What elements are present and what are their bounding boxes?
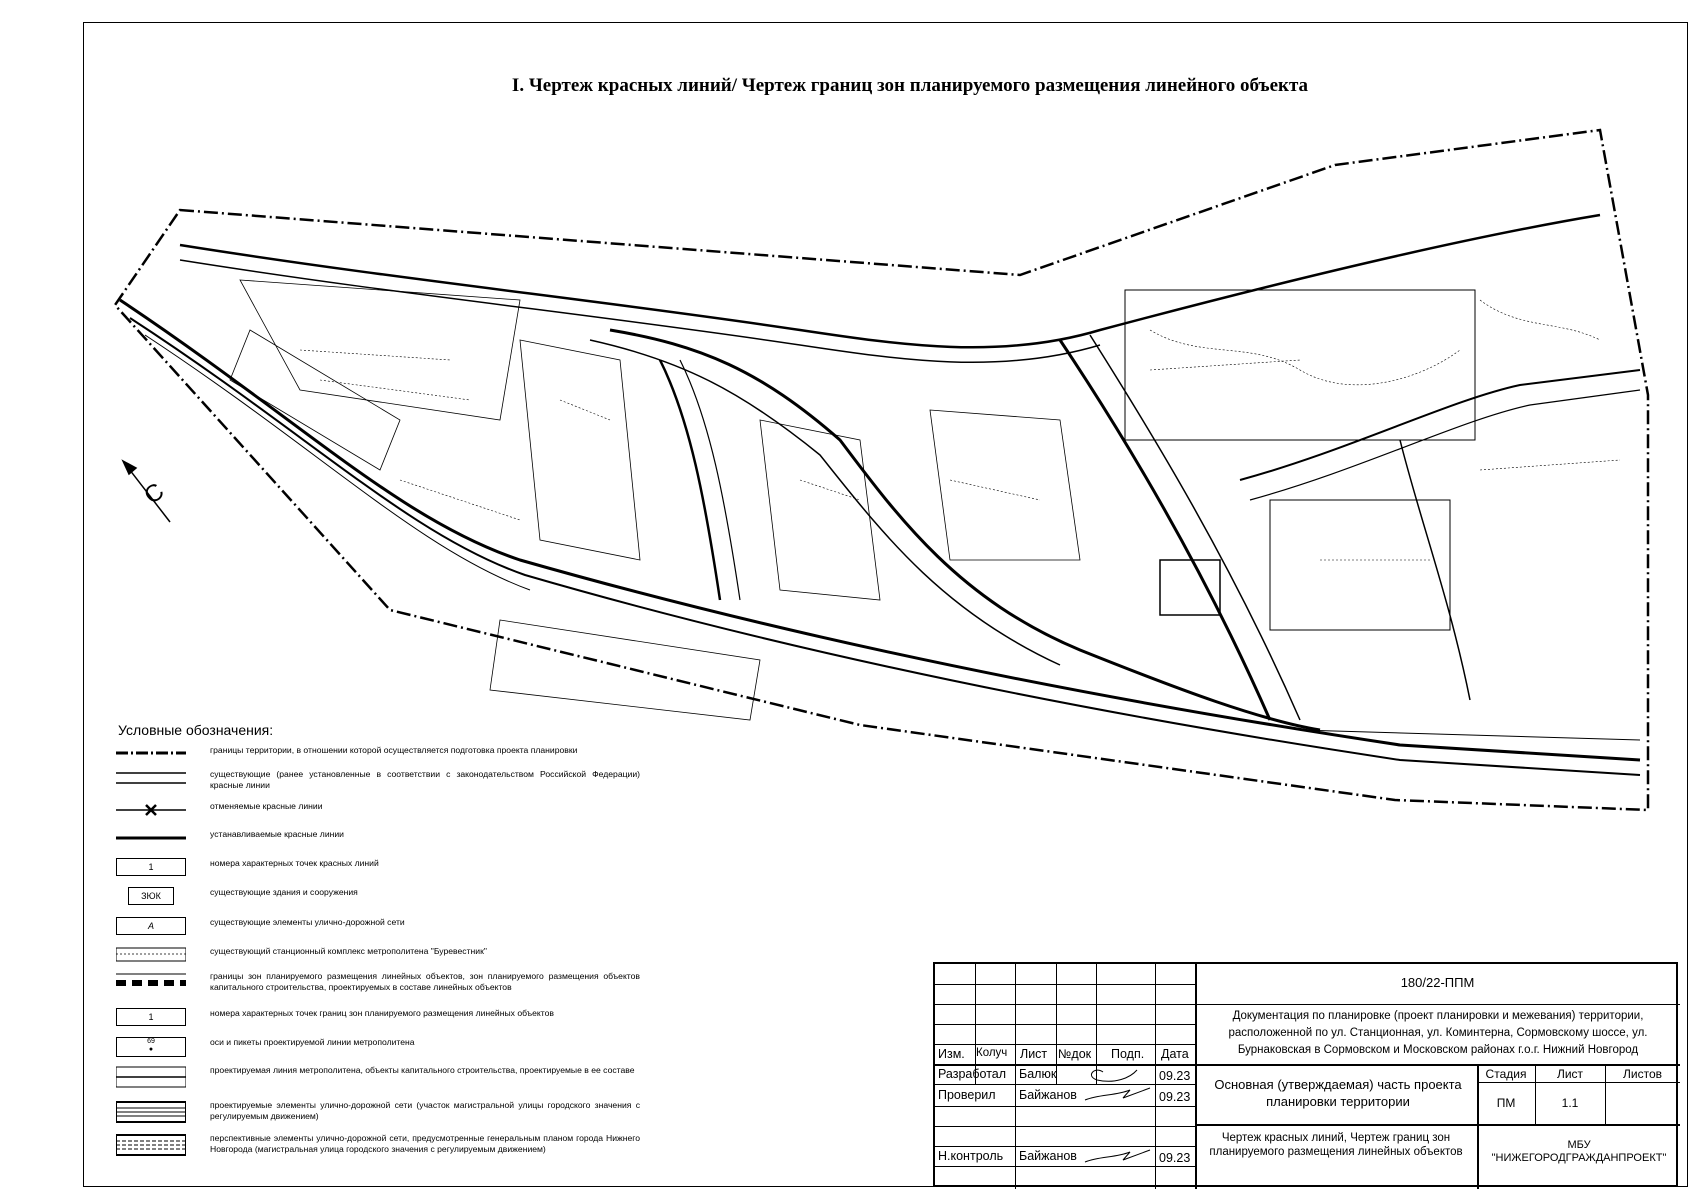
legend-item: А существующие элементы улично-дорожной сети [116, 917, 646, 935]
document-code: 180/22-ППМ [1400, 975, 1475, 990]
name-control: Байжанов [1019, 1149, 1077, 1163]
legend-item: 1 номера характерных точек красных линий [116, 858, 646, 876]
role-developed: Разработал [938, 1067, 1007, 1081]
signature-icon [1075, 1064, 1160, 1189]
title-block: Изм. Колуч Лист №док Подп. Дата Разработал Балюк 09.23 Проверил Байжанов 09.23 Н.контроль Байжанов 09.23 180/22-ППМ Документация по планировке (проект планировки и межевания) территории, расположенной по ул. Станционная, ул. Коминтерна, Сормовскому шоссе, ул. Бурнаковская в Сормовском и Московском районах г.о.г. Нижний Новгород Основная (утверждаемая) часть проекта планировки территории Стадия Лист Листов ПМ 1.1 Чертеж красных линий, Чертеж границ зон планируемого размещения линейных объектов МБУ "НИЖЕГОРОДГРАЖДАНПРОЕКТ" [933, 962, 1678, 1187]
legend-item: 69 ● оси и пикеты проектируемой линии метрополитена [116, 1037, 646, 1055]
legend-item: проектируемая линия метрополитена, объекты капитального строительства, проектируемые в ее составе [116, 1065, 646, 1083]
document-description: Документация по планировке (проект планировки и межевания) территории, расположенной по ул. Станционная, ул. Коминтерна, Сормовскому шоссе, ул. Бурнаковская в Сормовском и Московском районах г.о.г. Нижний Новгород [1228, 1010, 1648, 1056]
date-checked: 09.23 [1159, 1090, 1191, 1104]
date-developed: 09.23 [1159, 1069, 1191, 1083]
legend-item: устанавливаемые красные линии [210, 829, 344, 839]
north-label: С [139, 477, 170, 510]
organization: МБУ "НИЖЕГОРОДГРАЖДАНПРОЕКТ" [1491, 1139, 1667, 1164]
legend-item: ЗЮК существующие здания и сооружения [116, 887, 646, 905]
legend-title: Условные обозначения: [118, 722, 274, 738]
legend-item: границы зон планируемого размещения линейных объектов, зон планируемого размещения объектов капитального строительства, проектируемых в составе линейных объектов [210, 971, 640, 992]
drawing-name: Чертеж красных линий, Чертеж границ зон планируемого размещения линейных объектов [1209, 1132, 1463, 1158]
legend-item: 1 номера характерных точек границ зон планируемого размещения линейных объектов [116, 1008, 646, 1026]
map-linework [120, 215, 1640, 775]
name-checked: Байжанов [1019, 1088, 1077, 1102]
legend-item: границы территории, в отношении которой осуществляется подготовка проекта планировки [210, 745, 578, 755]
stage-value: ПМ [1496, 1096, 1516, 1110]
drawing-title: I. Чертеж красных линий/ Чертеж границ зон планируемого размещения линейного объекта [511, 75, 1309, 96]
legend-item: отменяемые красные линии [116, 801, 646, 819]
date-control: 09.23 [1159, 1151, 1191, 1165]
legend-item: существующий станционный комплекс метрополитена "Буревестник" [116, 946, 646, 964]
legend-item: существующие (ранее установленные в соответствии с законодательством Российской Федерации) красные линии [210, 769, 640, 790]
legend-item: проектируемые элементы улично-дорожной сети (участок магистральной улицы городского значения с регулируемым движением) [116, 1100, 646, 1122]
legend-item: перспективные элементы улично-дорожной сети, предусмотренные генеральным планом города Нижнего Новгорода (магистральная улица городского значения с регулируемым движением) [116, 1133, 646, 1155]
role-checked: Проверил [938, 1088, 996, 1102]
name-developed: Балюк [1019, 1067, 1057, 1081]
sheet-value: 1.1 [1561, 1096, 1579, 1110]
role-control: Н.контроль [938, 1149, 1004, 1163]
document-part: Основная (утверждаемая) часть проекта планировки территории [1214, 1077, 1462, 1109]
